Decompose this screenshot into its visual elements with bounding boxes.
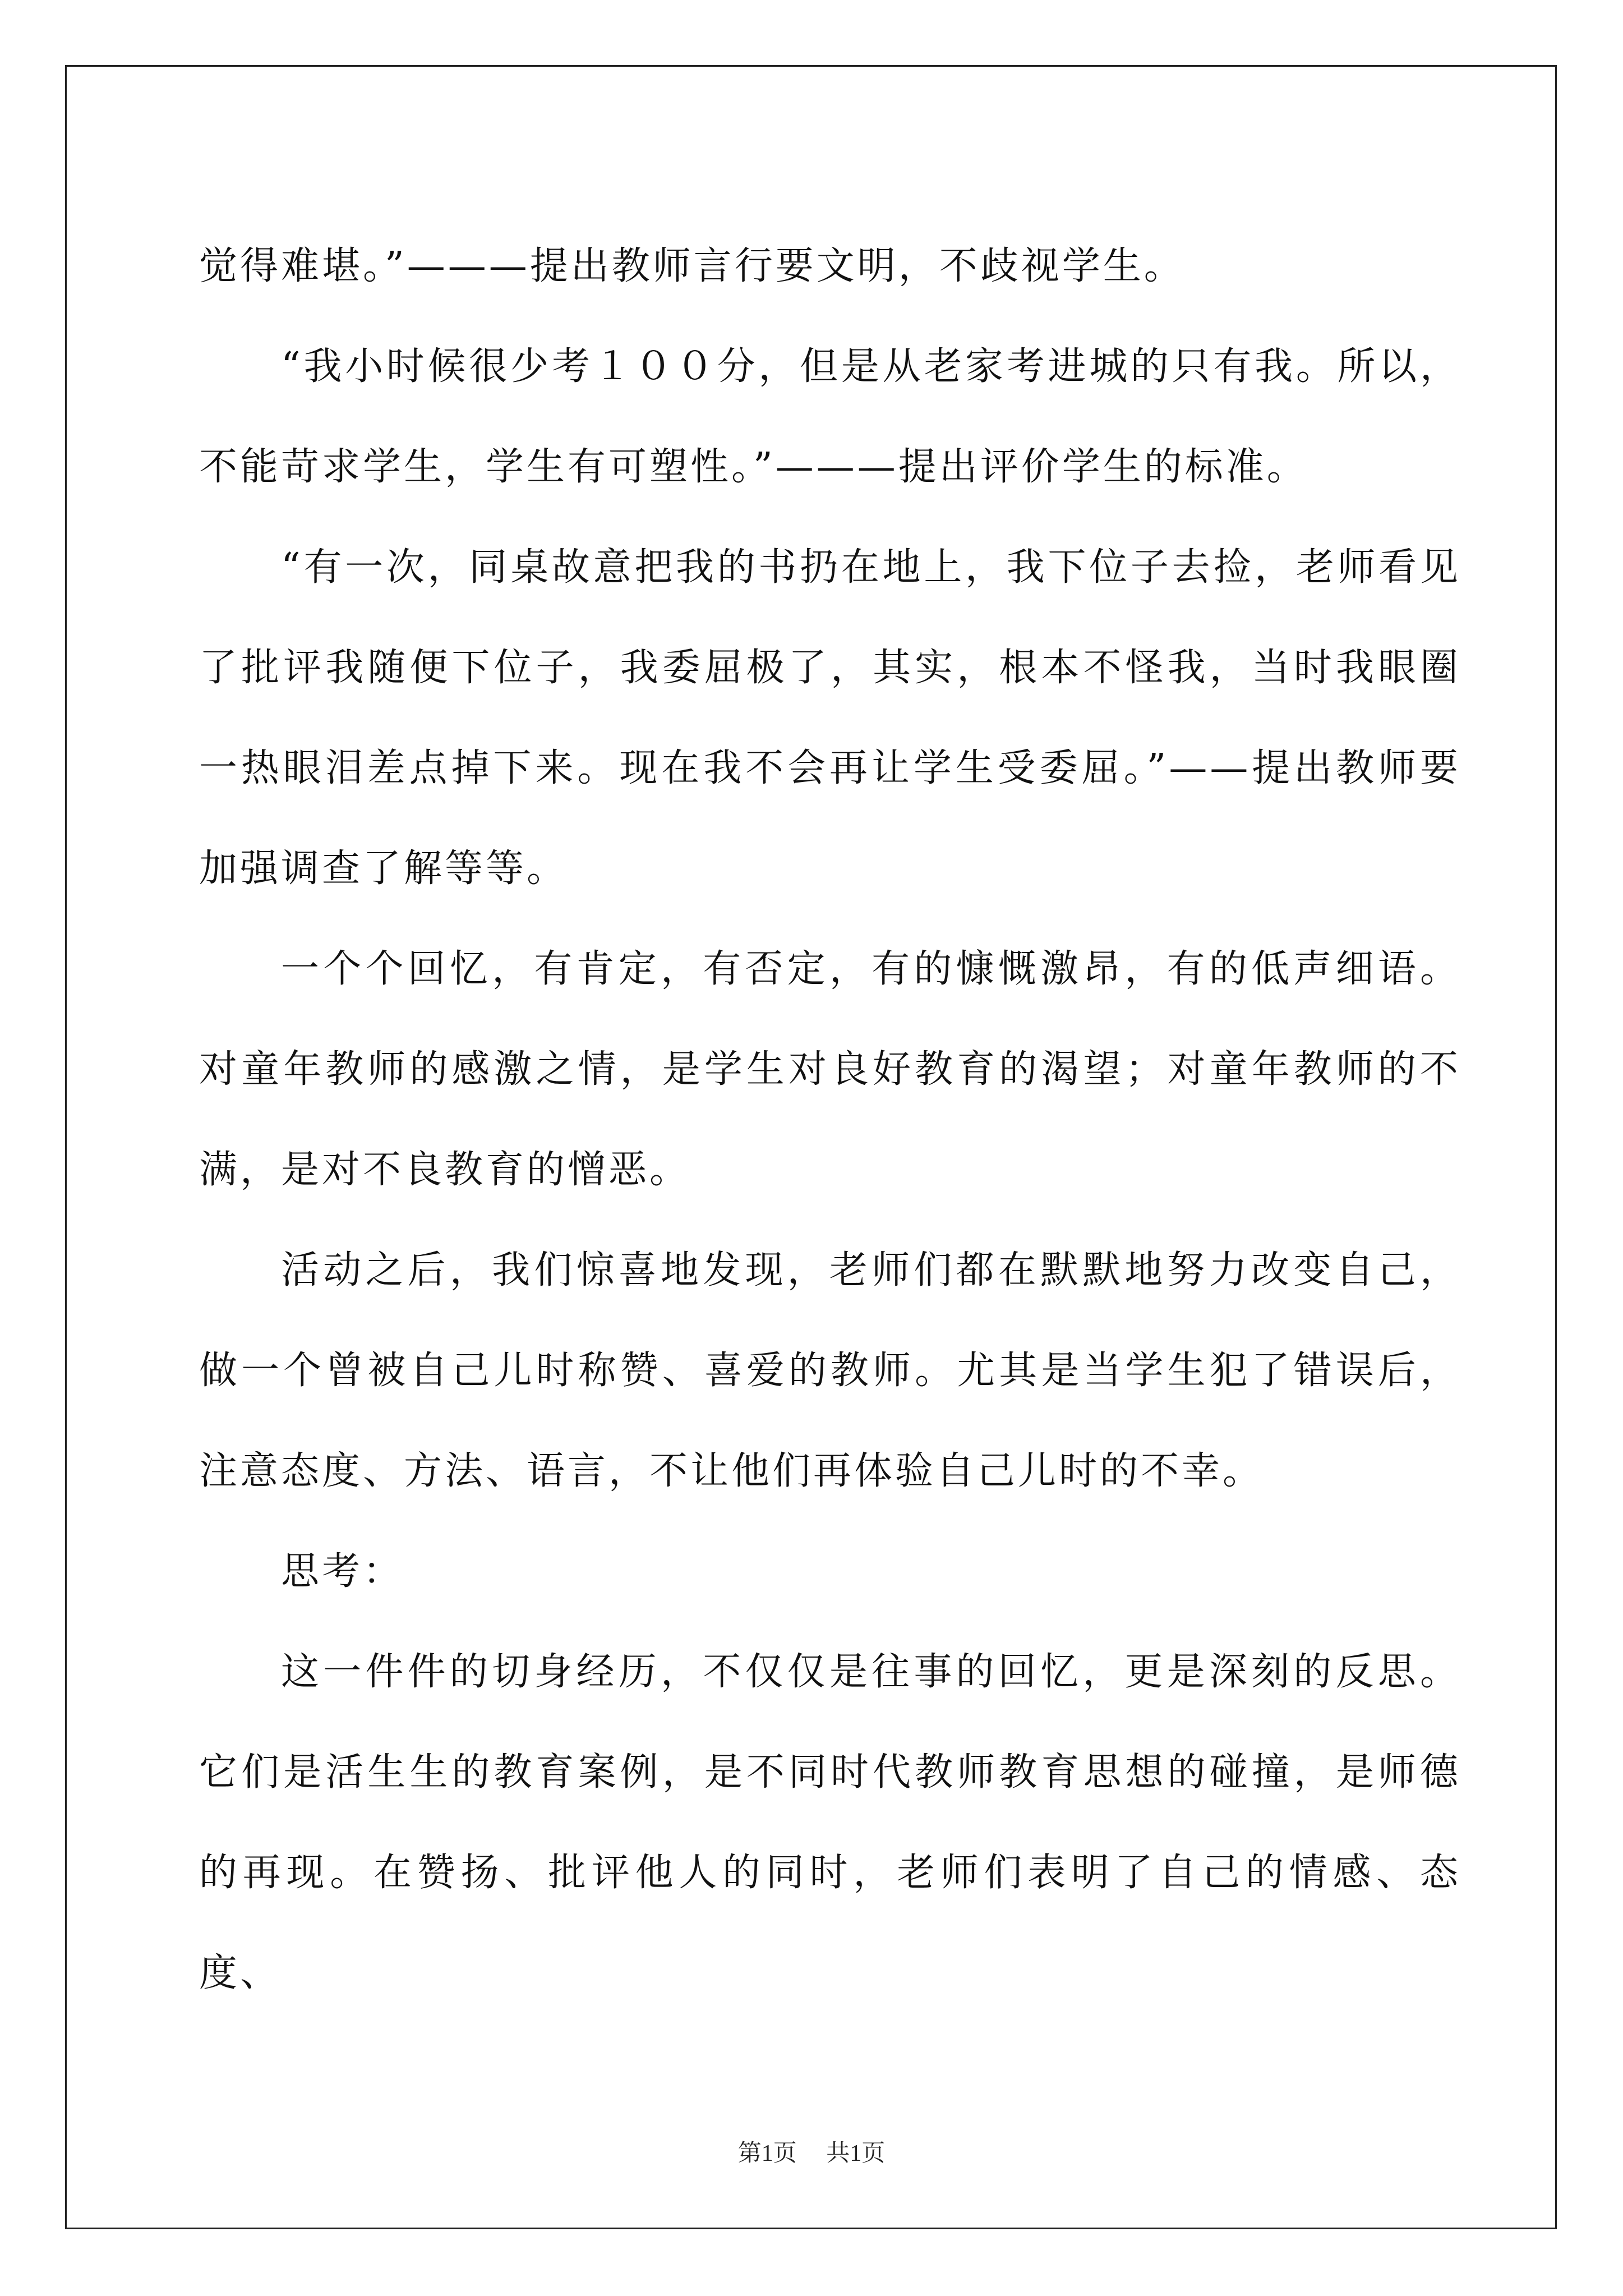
page-footer [0, 2134, 1623, 2168]
page-number: 第1页 [737, 2141, 797, 2166]
paragraph-6: 思考： [281, 1549, 404, 1594]
paragraph-7: 这一件件的切身经历，不仅仅是往事的回忆，更是深刻的反思。它们是活生生的教育案例，是不同时代教师教育思想的碰撞，是师德的再现。在赞扬、批评他人的同时，老师们表明了自己的情感、态度、 [199, 1650, 1461, 1995]
document-body [199, 216, 1461, 2023]
paragraph-5: 活动之后，我们惊喜地发现，老师们都在默默地努力改变自己，做一个曾被自己儿时称赞、喜爱的教师。尤其是当学生犯了错误后，注意态度、方法、语言，不让他们再体验自己儿时的不幸。 [199, 1248, 1461, 1493]
paragraph-1: 觉得难堪。”———提出教师言行要文明，不歧视学生。 [199, 244, 1185, 288]
page-total: 共1页 [826, 2141, 886, 2166]
paragraph-4: 一个个回忆，有肯定，有否定，有的慷慨激昂，有的低声细语。对童年教师的感激之情，是学生对良好教育的渴望；对童年教师的不满，是对不良教育的憎恶。 [199, 947, 1461, 1192]
paragraph-3: “有一次，同桌故意把我的书扔在地上，我下位子去捡，老师看见了批评我随便下位子，我委屈极了，其实，根本不怪我，当时我眼圈一热眼泪差点掉下来。现在我不会再让学生受委屈。”——提出教师要加强调查了解等等。 [199, 545, 1461, 891]
paragraph-2: “我小时候很少考１００分，但是从老家考进城的只有我。所以，不能苛求学生，学生有可塑性。”———提出评价学生的标准。 [199, 344, 1461, 489]
